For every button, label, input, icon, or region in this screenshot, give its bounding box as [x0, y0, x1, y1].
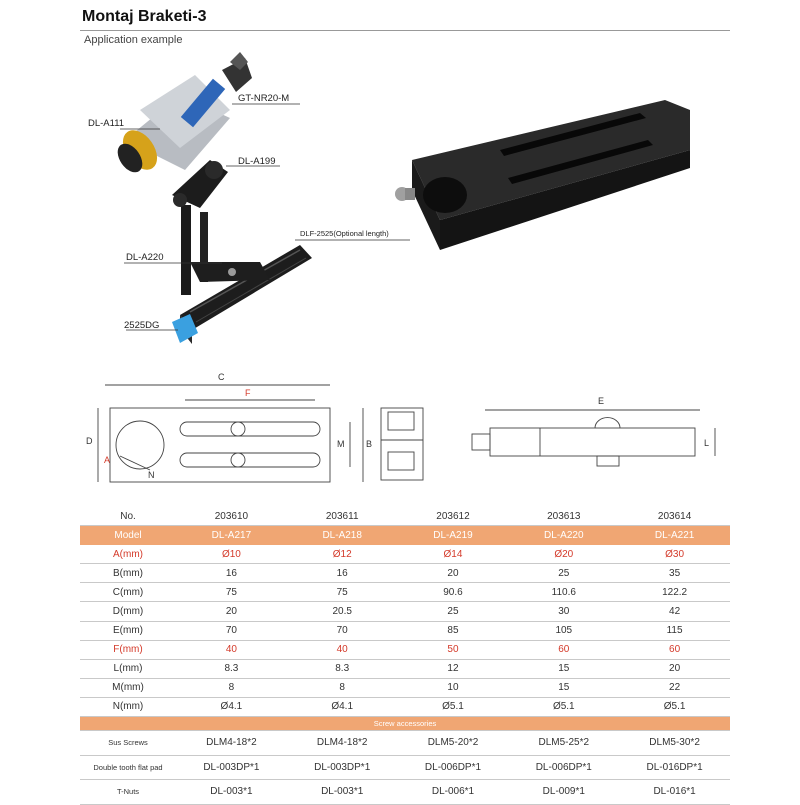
screw-accessories-section-row: [80, 717, 730, 731]
table-cell: 203613: [508, 507, 619, 526]
table-cell: 203611: [287, 507, 398, 526]
table-row: [80, 678, 730, 697]
table-cell: DL-A218: [287, 526, 398, 545]
table-cell: 20: [176, 602, 287, 621]
table-cell: 16: [176, 564, 287, 583]
accessory-row: [80, 731, 730, 756]
table-cell: 105: [508, 621, 619, 640]
top-view-drawing: [98, 385, 363, 482]
table-cell: Ø12: [287, 545, 398, 564]
table-cell: Ø14: [398, 545, 509, 564]
table-row-label: A(mm): [80, 545, 176, 564]
table-cell: DL-006DP*1: [508, 755, 619, 780]
dim-e-label: E: [598, 396, 605, 406]
table-row: [80, 621, 730, 640]
table-row: [80, 545, 730, 564]
table-row: [80, 640, 730, 659]
dim-b-label: B: [366, 439, 373, 449]
page-subtitle: Application example: [84, 34, 183, 46]
callout-dlf-2525: DLF-2525(Optional length): [300, 229, 389, 238]
table-cell: DLM5-30*2: [619, 731, 730, 756]
table-cell: 20.5: [287, 602, 398, 621]
callout-dl-a199: DL-A199: [238, 156, 276, 167]
side-view-drawing: [381, 408, 423, 480]
table-cell: Ø30: [619, 545, 730, 564]
table-model-row: [80, 526, 730, 545]
callout-gt-nr20: GT-NR20-M: [238, 93, 290, 104]
table-cell: 40: [287, 640, 398, 659]
dim-c-label: C: [218, 372, 225, 382]
table-cell: 8: [176, 678, 287, 697]
table-cell: Ø5.1: [398, 697, 509, 716]
table-row: [80, 697, 730, 716]
dim-f-label: F: [245, 388, 251, 398]
dim-m-label: M: [337, 439, 345, 449]
table-cell: Ø20: [508, 545, 619, 564]
table-cell: DLM5-20*2: [398, 731, 509, 756]
table-row-label: Sus Screws: [80, 731, 176, 756]
table-row-label: B(mm): [80, 564, 176, 583]
table-cell: Ø10: [176, 545, 287, 564]
table-cell: Ø4.1: [287, 697, 398, 716]
table-cell: 25: [398, 602, 509, 621]
table-cell: 75: [287, 583, 398, 602]
dim-l-label: L: [704, 438, 710, 448]
dim-n-label: N: [148, 470, 155, 480]
section-heading: Screw accessories: [80, 717, 730, 731]
table-row-label: T-Nuts: [80, 780, 176, 805]
table-row-label: E(mm): [80, 621, 176, 640]
dimension-drawings: [0, 360, 800, 500]
callout-dl-a220: DL-A220: [126, 252, 164, 263]
table-cell: DL-A219: [398, 526, 509, 545]
table-cell: DL-016*1: [619, 780, 730, 805]
table-cell: 70: [287, 621, 398, 640]
table-cell: 90.6: [398, 583, 509, 602]
accessory-row: [80, 755, 730, 780]
table-cell: DL-A220: [508, 526, 619, 545]
table-cell: DL-A221: [619, 526, 730, 545]
spec-table: [80, 507, 730, 805]
table-cell: 203612: [398, 507, 509, 526]
table-row: [80, 659, 730, 678]
table-cell: 20: [398, 564, 509, 583]
table-cell: 16: [287, 564, 398, 583]
table-cell: 22: [619, 678, 730, 697]
table-cell: DL-003*1: [287, 780, 398, 805]
table-cell: Ø5.1: [508, 697, 619, 716]
table-row-label: N(mm): [80, 697, 176, 716]
table-cell: 70: [176, 621, 287, 640]
aluminium-profile: [172, 245, 312, 344]
table-cell: 42: [619, 602, 730, 621]
table-cell: 25: [508, 564, 619, 583]
table-cell: 20: [619, 659, 730, 678]
table-cell: DLM5-25*2: [508, 731, 619, 756]
table-cell: 122.2: [619, 583, 730, 602]
table-row-label: F(mm): [80, 640, 176, 659]
table-cell: DL-016DP*1: [619, 755, 730, 780]
bracket-product-photo: [395, 100, 690, 250]
table-cell: 30: [508, 602, 619, 621]
table-cell: 115: [619, 621, 730, 640]
table-cell: 15: [508, 678, 619, 697]
table-cell: DL-009*1: [508, 780, 619, 805]
table-cell: DL-006*1: [398, 780, 509, 805]
end-view-drawing: [472, 410, 715, 466]
table-cell: 203614: [619, 507, 730, 526]
table-cell: 85: [398, 621, 509, 640]
table-cell: DL-006DP*1: [398, 755, 509, 780]
table-cell: 203610: [176, 507, 287, 526]
table-cell: Ø4.1: [176, 697, 287, 716]
table-cell: Ø5.1: [619, 697, 730, 716]
callout-dl-a111: DL-A111: [88, 118, 125, 129]
table-cell: DL-003DP*1: [176, 755, 287, 780]
table-row-label: C(mm): [80, 583, 176, 602]
table-cell: 60: [508, 640, 619, 659]
table-cell: DL-003DP*1: [287, 755, 398, 780]
table-cell: 75: [176, 583, 287, 602]
table-cell: 15: [508, 659, 619, 678]
table-row: [80, 583, 730, 602]
table-row-label: Model: [80, 526, 176, 545]
table-cell: 110.6: [508, 583, 619, 602]
table-row: [80, 602, 730, 621]
table-cell: DL-003*1: [176, 780, 287, 805]
table-cell: 8: [287, 678, 398, 697]
table-row: [80, 564, 730, 583]
table-cell: DL-A217: [176, 526, 287, 545]
table-cell: DLM4-18*2: [176, 731, 287, 756]
table-row-label: Double tooth flat pad: [80, 755, 176, 780]
application-example-illustration: [0, 0, 800, 360]
table-cell: 8.3: [176, 659, 287, 678]
dim-a-label: A: [104, 455, 111, 465]
table-row-label: D(mm): [80, 602, 176, 621]
table-cell: 50: [398, 640, 509, 659]
table-cell: 10: [398, 678, 509, 697]
dim-d-label: D: [86, 436, 93, 446]
page-title: Montaj Braketi-3: [82, 8, 207, 25]
table-cell: 8.3: [287, 659, 398, 678]
gripper-gt-nr20: [113, 52, 252, 177]
table-row-label: L(mm): [80, 659, 176, 678]
accessory-row: [80, 780, 730, 805]
table-cell: 40: [176, 640, 287, 659]
table-header-label: No.: [80, 507, 176, 526]
table-cell: DLM4-18*2: [287, 731, 398, 756]
table-cell: 60: [619, 640, 730, 659]
table-header-row: [80, 507, 730, 526]
table-cell: 35: [619, 564, 730, 583]
callout-2525dg: 2525DG: [124, 320, 160, 331]
table-row-label: M(mm): [80, 678, 176, 697]
table-cell: 12: [398, 659, 509, 678]
